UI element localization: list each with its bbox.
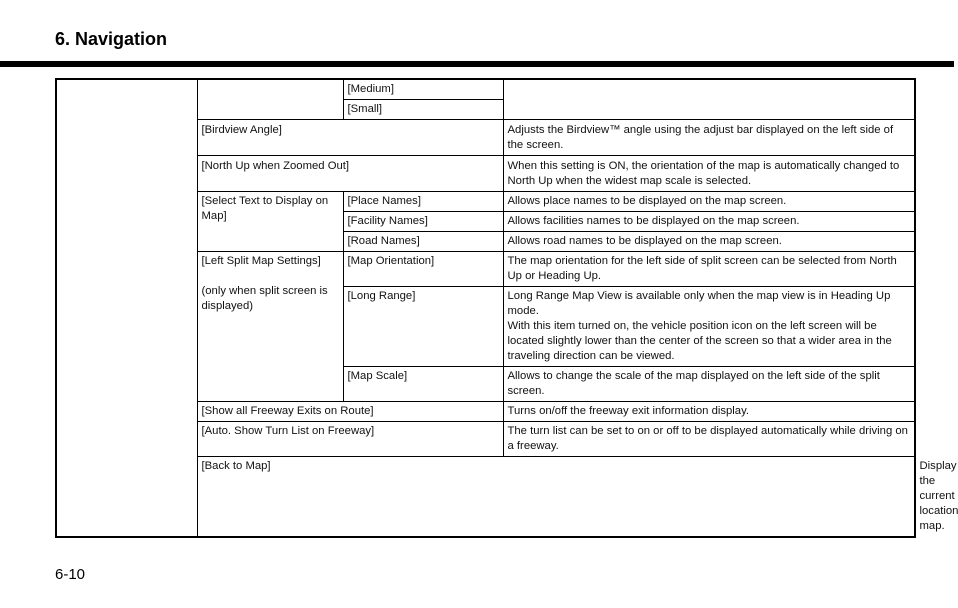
setting-north-up: [North Up when Zoomed Out] bbox=[197, 156, 503, 192]
setting-left-split-label: [Left Split Map Settings] bbox=[201, 255, 321, 267]
option-map-orientation: [Map Orientation] bbox=[343, 252, 503, 287]
settings-table bbox=[55, 78, 958, 538]
setting-freeway-exits-desc: Turns on/off the freeway exit information display. bbox=[503, 402, 915, 422]
page-number: 6-10 bbox=[55, 566, 86, 583]
option-place-names-desc: Allows place names to be displayed on the map screen. bbox=[503, 192, 915, 212]
setting-back-to-map: [Back to Map] bbox=[197, 457, 915, 538]
option-road-names: [Road Names] bbox=[343, 232, 503, 252]
setting-turn-list: [Auto. Show Turn List on Freeway] bbox=[197, 422, 503, 457]
table-row bbox=[56, 79, 915, 100]
option-long-range-desc-line1: Long Range Map View is available only when the map view is in Heading Up mode. bbox=[507, 290, 891, 317]
table-cell-empty bbox=[503, 79, 915, 120]
setting-left-split-note: (only when split screen is displayed) bbox=[201, 285, 328, 312]
option-long-range-desc bbox=[503, 287, 915, 367]
setting-select-text: [Select Text to Display on Map] bbox=[197, 192, 343, 252]
setting-turn-list-desc: The turn list can be set to on or off to be displayed automatically while driving on a freeway. bbox=[503, 422, 915, 457]
option-map-scale: [Map Scale] bbox=[343, 367, 503, 402]
setting-birdview-angle-desc: Adjusts the Birdview™ angle using the adjust bar displayed on the left side of the screen. bbox=[503, 120, 915, 156]
option-place-names: [Place Names] bbox=[343, 192, 503, 212]
option-small: [Small] bbox=[343, 100, 503, 120]
option-long-range: [Long Range] bbox=[343, 287, 503, 367]
spacer bbox=[202, 269, 339, 284]
option-facility-names-desc: Allows facilities names to be displayed on the map screen. bbox=[503, 212, 915, 232]
table-row: [Back to Map] Display the current location map. bbox=[56, 457, 915, 538]
option-map-orientation-desc: The map orientation for the left side of split screen can be selected from North Up or Heading Up. bbox=[503, 252, 915, 287]
setting-freeway-exits: [Show all Freeway Exits on Route] bbox=[197, 402, 503, 422]
setting-left-split bbox=[197, 252, 343, 402]
option-long-range-desc-line2: With this item turned on, the vehicle position icon on the left screen will be located slightly lower than the center of the screen so that a wider area in the traveling direction can be viewed. bbox=[507, 320, 892, 362]
option-facility-names: [Facility Names] bbox=[343, 212, 503, 232]
page-title: 6. Navigation bbox=[55, 29, 168, 49]
table-cell-empty bbox=[56, 79, 197, 537]
option-map-scale-desc: Allows to change the scale of the map displayed on the left side of the split screen. bbox=[503, 367, 915, 402]
option-medium: [Medium] bbox=[343, 79, 503, 100]
setting-birdview-angle: [Birdview Angle] bbox=[197, 120, 503, 156]
title-rule bbox=[0, 61, 954, 67]
table-cell-empty bbox=[197, 79, 343, 120]
setting-north-up-desc: When this setting is ON, the orientation of the map is automatically changed to North Up when the widest map scale is selected. bbox=[503, 156, 915, 192]
option-road-names-desc: Allows road names to be displayed on the map screen. bbox=[503, 232, 915, 252]
